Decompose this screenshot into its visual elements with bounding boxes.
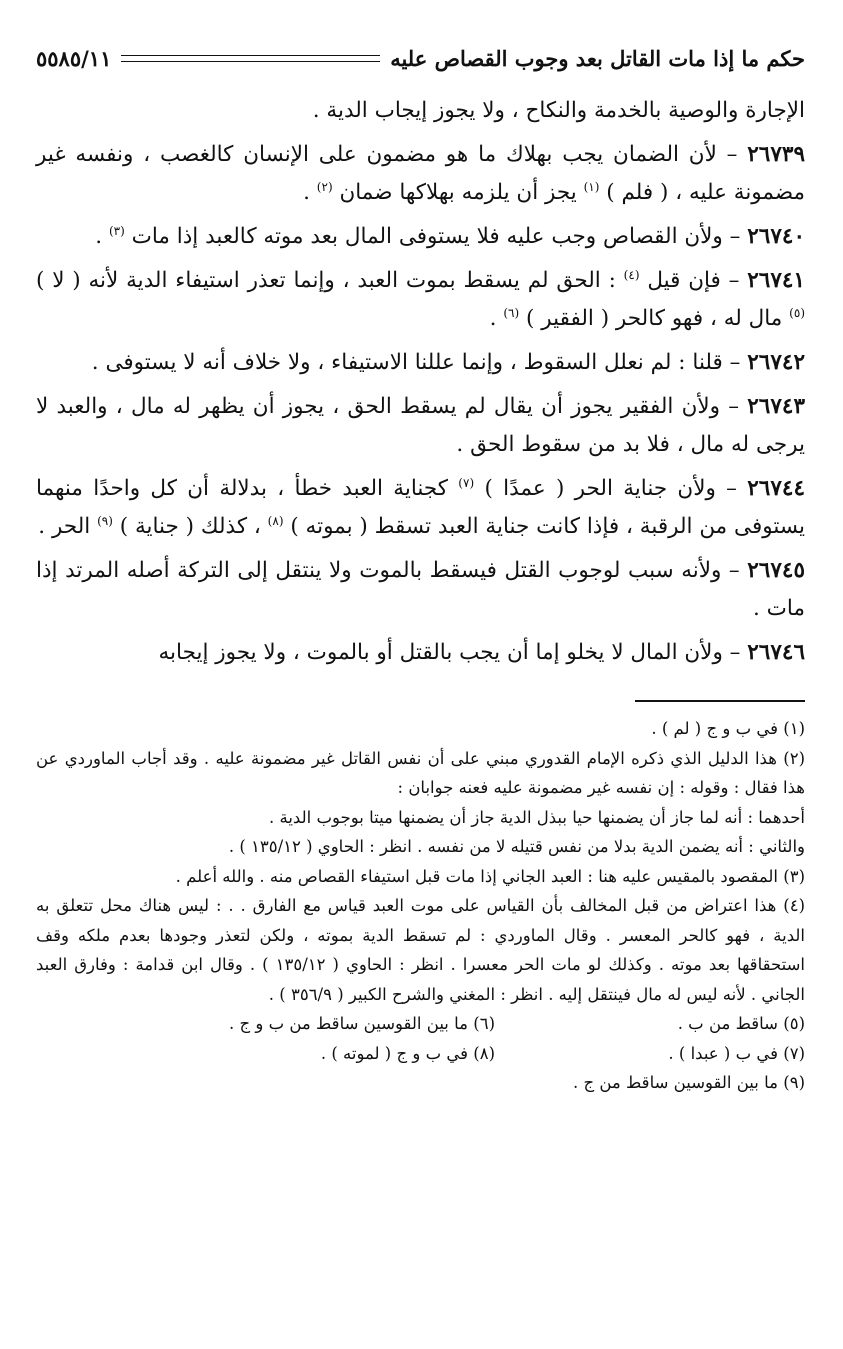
footnote-row bbox=[36, 1039, 805, 1069]
header-double-rule bbox=[121, 55, 380, 62]
paragraph-text: – فإن قيل bbox=[639, 268, 748, 293]
paragraph-26745 bbox=[36, 552, 805, 628]
paragraph-number: ٢٦٧٣٩ bbox=[747, 142, 805, 167]
footnote-ref: (٣) bbox=[108, 223, 125, 238]
paragraph-26740 bbox=[36, 218, 805, 256]
paragraph-26743 bbox=[36, 388, 805, 464]
footnotes bbox=[36, 714, 805, 1098]
paragraph-26739 bbox=[36, 136, 805, 212]
paragraph-26741 bbox=[36, 262, 805, 338]
paragraph-text: : الحق لم يسقط بموت العبد ، وإنما تعذر استيفاء الدية لأنه ( لا ) bbox=[36, 268, 624, 293]
paragraph-number: ٢٦٧٤٣ bbox=[747, 394, 805, 419]
running-title: حكم ما إذا مات القاتل بعد وجوب القصاص عليه bbox=[390, 45, 805, 71]
paragraph-number: ٢٦٧٤٢ bbox=[747, 350, 805, 375]
paragraph-text: – لأن الضمان يجب بهلاك ما هو مضمون على الإنسان كالغصب ، ونفسه غير مضمونة عليه ، ( فلم ) bbox=[36, 142, 805, 205]
paragraph-26746 bbox=[36, 634, 805, 672]
footnote-ref: (٦) bbox=[503, 305, 520, 320]
footnote-7: (٧) في ب ( عبدا ) . bbox=[668, 1043, 805, 1063]
paragraph-number: ٢٦٧٤١ bbox=[747, 268, 805, 293]
footnote-ref: (٢) bbox=[316, 179, 333, 194]
paragraph-number: ٢٦٧٤٤ bbox=[747, 476, 805, 501]
footnote-5: (٥) ساقط من ب . bbox=[677, 1014, 805, 1033]
footnote-2-answer-1: أحدهما : أنه لما جاز أن يضمنها حيا ببذل الدية جاز أن يضمنها ميتا بوجوب الدية . bbox=[269, 807, 805, 827]
footnote-ref: (١) bbox=[583, 179, 600, 194]
paragraph-text: يجز أن يلزمه بهلاكها ضمان bbox=[332, 180, 584, 205]
paragraph-text: – ولأن جناية الحر ( عمدًا ) bbox=[474, 476, 748, 501]
paragraph-intro: الإجارة والوصية بالخدمة والنكاح ، ولا يجوز إيجاب الدية . bbox=[312, 98, 805, 123]
footnote-8: (٨) في ب و ج ( لموته ) . bbox=[320, 1043, 495, 1063]
footnote-9: (٩) ما بين القوسين ساقط من ج . bbox=[572, 1073, 805, 1092]
paragraph-text: . bbox=[489, 306, 504, 331]
paragraph-text: ، كذلك ( جناية ) bbox=[112, 514, 268, 539]
paragraph-text: – ولأن القصاص وجب عليه فلا يستوفى المال بعد موته كالعبد إذا مات bbox=[124, 224, 748, 249]
paragraph-26744 bbox=[36, 470, 805, 546]
footnote-ref: (٥) bbox=[789, 305, 805, 320]
paragraph-text: . bbox=[95, 224, 109, 249]
paragraph-text: – قلنا : لم نعلل السقوط ، وإنما عللنا الاستيفاء ، ولا خلاف أنه لا يستوفى . bbox=[91, 350, 748, 375]
footnote-ref: (٧) bbox=[458, 475, 475, 490]
footnote-separator bbox=[635, 700, 805, 702]
page-number: ٥٥٨٥/١١ bbox=[36, 45, 112, 71]
paragraph-text: كجناية العبد خطأ ، بدلالة أن كل واحدًا منهما يستوفى من الرقبة ، فإذا كانت جناية العبد تسقط ( بموته ) bbox=[36, 476, 805, 539]
paragraph-text: . bbox=[303, 180, 317, 205]
paragraph-26742 bbox=[36, 344, 805, 382]
page-header bbox=[36, 38, 805, 78]
footnote-2-answer-2: والثاني : أنه يضمن الدية بدلا من نفس قتيله لا من نفسه . انظر : الحاوي ( ١٣٥/١٢ ) . bbox=[228, 837, 805, 856]
paragraph-text: مال له ، فهو كالحر ( الفقير ) bbox=[519, 306, 790, 331]
footnote-3: (٣) المقصود بالمقيس عليه هنا : العبد الجاني إذا مات قبل استيفاء القصاص منه . والله أعلم . bbox=[175, 866, 805, 886]
paragraph-text: الحر . bbox=[38, 514, 98, 539]
footnote-ref: (٩) bbox=[97, 513, 113, 528]
footnote-2: (٢) هذا الدليل الذي ذكره الإمام القدوري مبني على أن نفس القاتل غير مضمونة عليه . وقد أجاب الماوردي عن هذا فقال : وقوله : إن نفسه غير مضمونة عليه فعنه جوابان : bbox=[36, 748, 805, 797]
footnote-4: (٤) هذا اعتراض من قبل المخالف بأن القياس على موت العبد قياس مع الفارق . . : ليس هناك محل تتعلق به الدية ، فهو كالحر المعسر . وقال الماوردي : لم تسقط الدية بموته ، ولكن لتعذر وجودها بعدم ملكه وقف استحقاقها بعد موته . وكذلك لو مات الحر معسرا . انظر : الحاوي ( ١٣٥/١٢ ) . وقال ابن قدامة : وفارق العبد الجاني . لأنه ليس له مال فينتقل إليه . انظر : المغني والشرح الكبير ( ٣٥٦/٩ ) . bbox=[36, 896, 805, 1004]
paragraph-text: – ولأنه سبب لوجوب القتل فيسقط بالموت ولا ينتقل إلى التركة أصله المرتد إذا مات . bbox=[36, 558, 805, 621]
footnote-ref: (٨) bbox=[267, 513, 284, 528]
paragraph-number: ٢٦٧٤٦ bbox=[747, 640, 805, 665]
paragraph-number: ٢٦٧٤٥ bbox=[747, 558, 805, 583]
paragraph-number: ٢٦٧٤٠ bbox=[747, 224, 805, 249]
footnote-1: (١) في ب و ج ( لم ) . bbox=[651, 719, 805, 738]
footnote-ref: (٤) bbox=[623, 267, 640, 282]
footnote-row bbox=[36, 1009, 805, 1039]
paragraph-text: – ولأن الفقير يجوز أن يقال لم يسقط الحق ، يجوز أن يظهر له مال ، والعبد لا يرجى له مال ، فلا بد من سقوط الحق . bbox=[36, 394, 805, 457]
paragraph-text: – ولأن المال لا يخلو إما أن يجب بالقتل أو بالموت ، ولا يجوز إيجابه bbox=[158, 640, 748, 665]
footnote-6: (٦) ما بين القوسين ساقط من ب و ج . bbox=[229, 1014, 495, 1033]
main-text bbox=[36, 92, 805, 672]
